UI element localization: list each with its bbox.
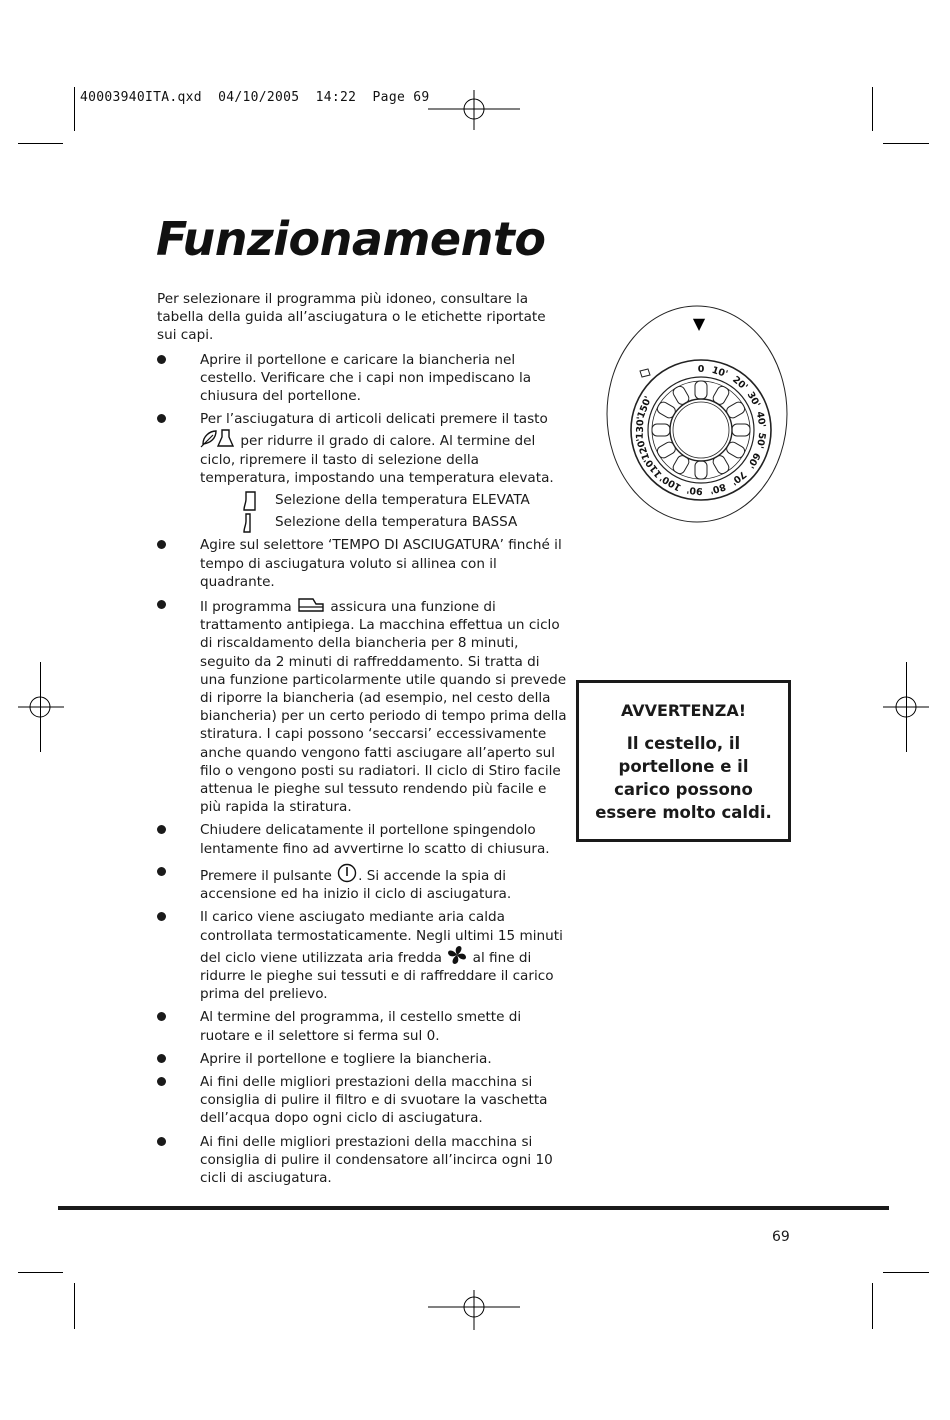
list-item: Al termine del programma, il cestello smette di ruotare e il selettore si ferma sul 0. <box>157 1008 569 1044</box>
dial-grip <box>671 454 690 476</box>
dial-pointer-icon: ▼ <box>692 314 706 333</box>
low-temperature-icon <box>243 513 257 533</box>
list-item: Premere il pulsante . Si accende la spia di accensione ed ha inizio il ciclo di asciugatura. <box>157 863 569 903</box>
list-item: Il programma assicura una funzione di trattamento antipiega. La macchina effettua un ciclo di riscaldamento della biancheria per 8 minuti, seguito da 2 minuti di raffreddamento. Si tratta di una funzione particolarmente utile quando si prevede di riporre la biancheria (ad esempio, nel cesto della biancheria) per un certo periodo di tempo prima della stiratura. I capi possono ‘seccarsi’ eccessivamente anche quando vengono fatti asciugare all’aperto sul filo o vengono posti su radiatori. Il ciclo di Stiro facile attenua le pieghe sul tessuto rendendo più facile e più rapida la stiratura. <box>157 596 569 816</box>
dial-grip <box>695 461 707 479</box>
dial-label: 10' <box>710 364 730 381</box>
dial-label: 120' <box>634 436 653 462</box>
dial-label: 90' <box>686 483 704 497</box>
high-temperature-icon <box>243 491 257 511</box>
list-item: Aprire il portellone e togliere la biancheria. <box>157 1050 569 1068</box>
registration-mark-bottom <box>428 1290 520 1330</box>
delicate-heat-icon <box>200 428 236 448</box>
power-button-icon <box>336 863 358 883</box>
instruction-list <box>157 351 569 1188</box>
page-number: 69 <box>772 1229 790 1245</box>
dial-grip <box>732 424 750 436</box>
warning-heading: AVVERTENZA! <box>620 701 747 720</box>
registration-mark-top <box>428 90 520 130</box>
dial-grip-ridges <box>652 381 750 479</box>
easy-iron-dial-icon <box>640 369 650 377</box>
list-item: Chiudere delicatamente il portellone spingendolo lentamente fino ad avvertirne lo scatto di chiusura. <box>157 821 569 857</box>
high-temperature-row: Selezione della temperatura ELEVATA <box>200 491 569 509</box>
dial-grip <box>711 454 730 476</box>
list-item: Aprire il portellone e caricare la biancheria nel cestello. Verificare che i capi non impediscano la chiusura del portellone. <box>157 351 569 406</box>
dial-label: 150' <box>635 394 655 420</box>
warning-box <box>576 680 791 842</box>
dial-label: 80' <box>708 480 727 496</box>
dial-label: 70' <box>728 468 748 487</box>
dial-grip <box>711 385 730 407</box>
drying-time-dial <box>604 303 790 525</box>
dial-label: 30' <box>744 390 763 410</box>
registration-mark-left <box>18 685 64 731</box>
dial-label: 60' <box>744 450 763 470</box>
dial-grip <box>695 381 707 399</box>
intro-paragraph: Per selezionare il programma più idoneo, consultare la tabella della guida all’asciugatura o le etichette riportate sui capi. <box>157 291 546 344</box>
dial-label: 110' <box>641 454 665 480</box>
list-item: Agire sul selettore ‘TEMPO DI ASCIUGATURA’ finché il tempo di asciugatura voluto si allinea con il quadrante. <box>157 536 569 591</box>
dial-label: 40' <box>753 410 768 429</box>
warning-text: Il cestello, il portellone e il carico possono essere molto caldi. <box>595 734 772 822</box>
dial-grip <box>656 400 678 419</box>
page-title: Funzionamento <box>156 212 546 266</box>
dial-label: 0 <box>697 364 705 375</box>
print-slug-line: 40003940ITA.qxd 04/10/2005 14:22 Page 69 <box>80 90 430 105</box>
list-item: Il carico viene asciugato mediante aria calda controllata termostaticamente. Negli ultimi 15 minuti del ciclo viene utilizzata aria fredda al fine di ridurre le pieghe sui tessuti e di raffreddare il carico prima del prelievo. <box>157 908 569 1003</box>
dial-grip <box>671 385 690 407</box>
dial-label: 130' <box>634 416 647 440</box>
instructions-column <box>157 290 569 1192</box>
dial-scale-labels <box>635 364 768 496</box>
dial-grip <box>725 400 747 419</box>
easy-iron-icon <box>296 596 326 614</box>
dial-label: 100' <box>658 471 684 493</box>
dial-label: 20' <box>730 374 750 394</box>
fan-icon <box>446 945 468 965</box>
footer-rule <box>58 1206 889 1210</box>
list-item: Per l’asciugatura di articoli delicati premere il tasto per ridurre il grado di calore. Al termine del ciclo, ripremere il tasto di selezione della temperatura, impostando una temperatura elevata. Selezione della temperatura ELEVATA Selezione della temperatura BASSA <box>157 410 569 531</box>
list-item: Ai fini delle migliori prestazioni della macchina si consiglia di pulire il filtro e di svuotare la vaschetta dell’acqua dopo ogni ciclo di asciugatura. <box>157 1073 569 1128</box>
dial-label: 50' <box>753 431 768 450</box>
registration-mark-right <box>883 685 929 731</box>
dial-grip <box>656 440 678 459</box>
dial-grip <box>652 424 670 436</box>
list-item: Ai fini delle migliori prestazioni della macchina si consiglia di pulire il condensatore all’incirca ogni 10 cicli di asciugatura. <box>157 1133 569 1188</box>
low-temperature-row: Selezione della temperatura BASSA <box>200 513 569 531</box>
dial-grip <box>725 440 747 459</box>
